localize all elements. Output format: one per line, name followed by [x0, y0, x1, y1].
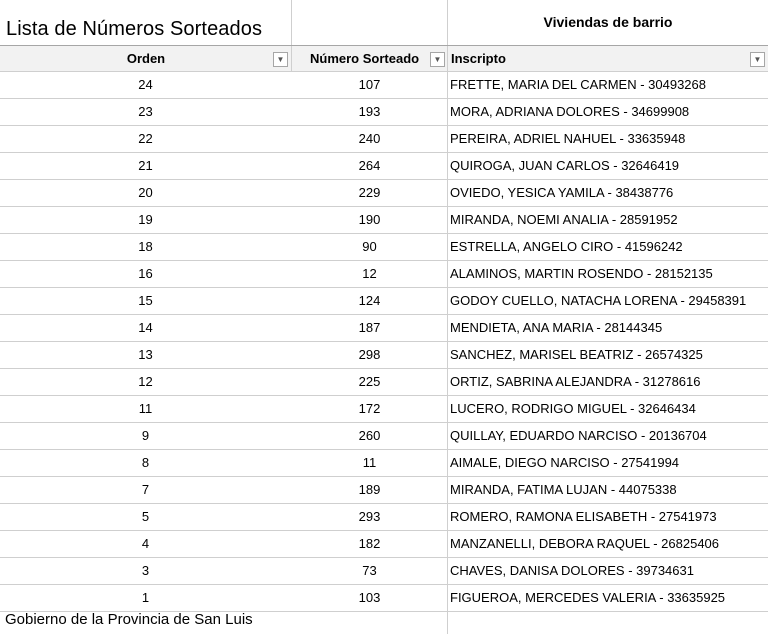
numero-cell[interactable]: 193: [358, 104, 381, 119]
grid-line: [291, 0, 292, 46]
inscripto-cell[interactable]: MIRANDA, FATIMA LUJAN - 44075338: [450, 482, 677, 497]
numero-cell[interactable]: 189: [358, 482, 381, 497]
table-row: [0, 558, 768, 585]
numero-cell[interactable]: 298: [358, 347, 381, 362]
column-header-label: Orden: [126, 51, 166, 66]
numero-cell[interactable]: 182: [358, 536, 381, 551]
table-row: [0, 180, 768, 207]
inscripto-cell[interactable]: AIMALE, DIEGO NARCISO - 27541994: [450, 455, 680, 470]
numero-cell[interactable]: 187: [358, 320, 381, 335]
column-header-numero: [292, 46, 448, 72]
numero-cell[interactable]: 90: [362, 239, 377, 254]
table-row: [0, 423, 768, 450]
orden-cell[interactable]: 19: [138, 212, 153, 227]
inscripto-cell[interactable]: OVIEDO, YESICA YAMILA - 38438776: [450, 185, 674, 200]
numero-cell[interactable]: 225: [358, 374, 381, 389]
orden-cell[interactable]: 3: [141, 563, 150, 578]
inscripto-cell[interactable]: MORA, ADRIANA DOLORES - 34699908: [450, 104, 690, 119]
numero-cell[interactable]: 229: [358, 185, 381, 200]
column-header-label: Inscripto: [451, 51, 506, 66]
table-header: [0, 45, 768, 72]
table-row: [0, 72, 768, 99]
numero-cell[interactable]: 73: [362, 563, 377, 578]
table-row: [0, 531, 768, 558]
table-row: [0, 315, 768, 342]
table-row: [0, 342, 768, 369]
orden-cell[interactable]: 7: [141, 482, 150, 497]
orden-cell[interactable]: 14: [138, 320, 153, 335]
orden-cell[interactable]: 16: [138, 266, 153, 281]
orden-cell[interactable]: 20: [138, 185, 153, 200]
column-header-orden: [0, 46, 292, 72]
page-subtitle: Viviendas de barrio: [543, 14, 673, 30]
orden-cell[interactable]: 11: [138, 401, 153, 416]
orden-cell[interactable]: 18: [138, 239, 153, 254]
chevron-down-icon: ▼: [433, 55, 442, 64]
numero-cell[interactable]: 107: [358, 77, 381, 92]
chevron-down-icon: ▼: [276, 55, 285, 64]
table-row: [0, 261, 768, 288]
orden-cell[interactable]: 15: [138, 293, 153, 308]
inscripto-cell[interactable]: QUILLAY, EDUARDO NARCISO - 20136704: [450, 428, 707, 443]
numero-cell[interactable]: 264: [358, 158, 381, 173]
orden-cell[interactable]: 9: [141, 428, 150, 443]
chevron-down-icon: ▼: [753, 55, 762, 64]
inscripto-cell[interactable]: ROMERO, RAMONA ELISABETH - 27541973: [450, 509, 717, 524]
orden-cell[interactable]: 4: [141, 536, 150, 551]
table-row: [0, 450, 768, 477]
inscripto-cell[interactable]: FIGUEROA, MERCEDES VALERIA - 33635925: [450, 590, 726, 605]
inscripto-cell[interactable]: ORTIZ, SABRINA ALEJANDRA - 31278616: [450, 374, 701, 389]
inscripto-cell[interactable]: MENDIETA, ANA MARIA - 28144345: [450, 320, 663, 335]
table-row: [0, 126, 768, 153]
inscripto-cell[interactable]: PEREIRA, ADRIEL NAHUEL - 33635948: [450, 131, 686, 146]
orden-cell[interactable]: 24: [138, 77, 153, 92]
orden-cell[interactable]: 5: [141, 509, 150, 524]
table-row: [0, 288, 768, 315]
orden-cell[interactable]: 8: [141, 455, 150, 470]
inscripto-cell[interactable]: QUIROGA, JUAN CARLOS - 32646419: [450, 158, 680, 173]
table-row: [0, 504, 768, 531]
page-title: Lista de Números Sorteados: [6, 18, 263, 40]
table-row: [0, 207, 768, 234]
inscripto-cell[interactable]: CHAVES, DANISA DOLORES - 39734631: [450, 563, 694, 578]
inscripto-cell[interactable]: ESTRELLA, ANGELO CIRO - 41596242: [450, 239, 683, 254]
inscripto-cell[interactable]: MIRANDA, NOEMI ANALIA - 28591952: [450, 212, 678, 227]
orden-cell[interactable]: 23: [138, 104, 153, 119]
numero-cell[interactable]: 293: [358, 509, 381, 524]
table-row: [0, 477, 768, 504]
numero-cell[interactable]: 12: [362, 266, 377, 281]
inscripto-cell[interactable]: MANZANELLI, DEBORA RAQUEL - 26825406: [450, 536, 720, 551]
numero-cell[interactable]: 11: [362, 455, 377, 470]
numero-cell[interactable]: 190: [358, 212, 381, 227]
orden-cell[interactable]: 13: [138, 347, 153, 362]
column-header-inscripto: [448, 46, 768, 72]
orden-cell[interactable]: 12: [138, 374, 153, 389]
numero-cell[interactable]: 240: [358, 131, 381, 146]
table-row: [0, 369, 768, 396]
table-row: [0, 585, 768, 612]
filter-dropdown-inscripto[interactable]: [750, 52, 765, 67]
orden-cell[interactable]: 21: [138, 158, 153, 173]
inscripto-cell[interactable]: FRETTE, MARIA DEL CARMEN - 30493268: [450, 77, 706, 92]
inscripto-cell[interactable]: ALAMINOS, MARTIN ROSENDO - 28152135: [450, 266, 713, 281]
inscripto-cell[interactable]: GODOY CUELLO, NATACHA LORENA - 29458391: [450, 293, 747, 308]
inscripto-cell[interactable]: LUCERO, RODRIGO MIGUEL - 32646434: [450, 401, 696, 416]
orden-cell[interactable]: 22: [138, 131, 153, 146]
table-row: [0, 153, 768, 180]
numero-cell[interactable]: 103: [358, 590, 381, 605]
column-header-label: Número Sorteado: [310, 51, 420, 66]
numero-cell[interactable]: 124: [358, 293, 381, 308]
inscripto-cell[interactable]: SANCHEZ, MARISEL BEATRIZ - 26574325: [450, 347, 703, 362]
numero-cell[interactable]: 172: [358, 401, 381, 416]
numero-cell[interactable]: 260: [358, 428, 381, 443]
filter-dropdown-numero[interactable]: [430, 52, 445, 67]
footer-text: Gobierno de la Provincia de San Luis: [5, 611, 253, 628]
table-row: [0, 396, 768, 423]
table-row: [0, 99, 768, 126]
table-row: [0, 234, 768, 261]
orden-cell[interactable]: 1: [141, 590, 150, 605]
filter-dropdown-orden[interactable]: [273, 52, 288, 67]
